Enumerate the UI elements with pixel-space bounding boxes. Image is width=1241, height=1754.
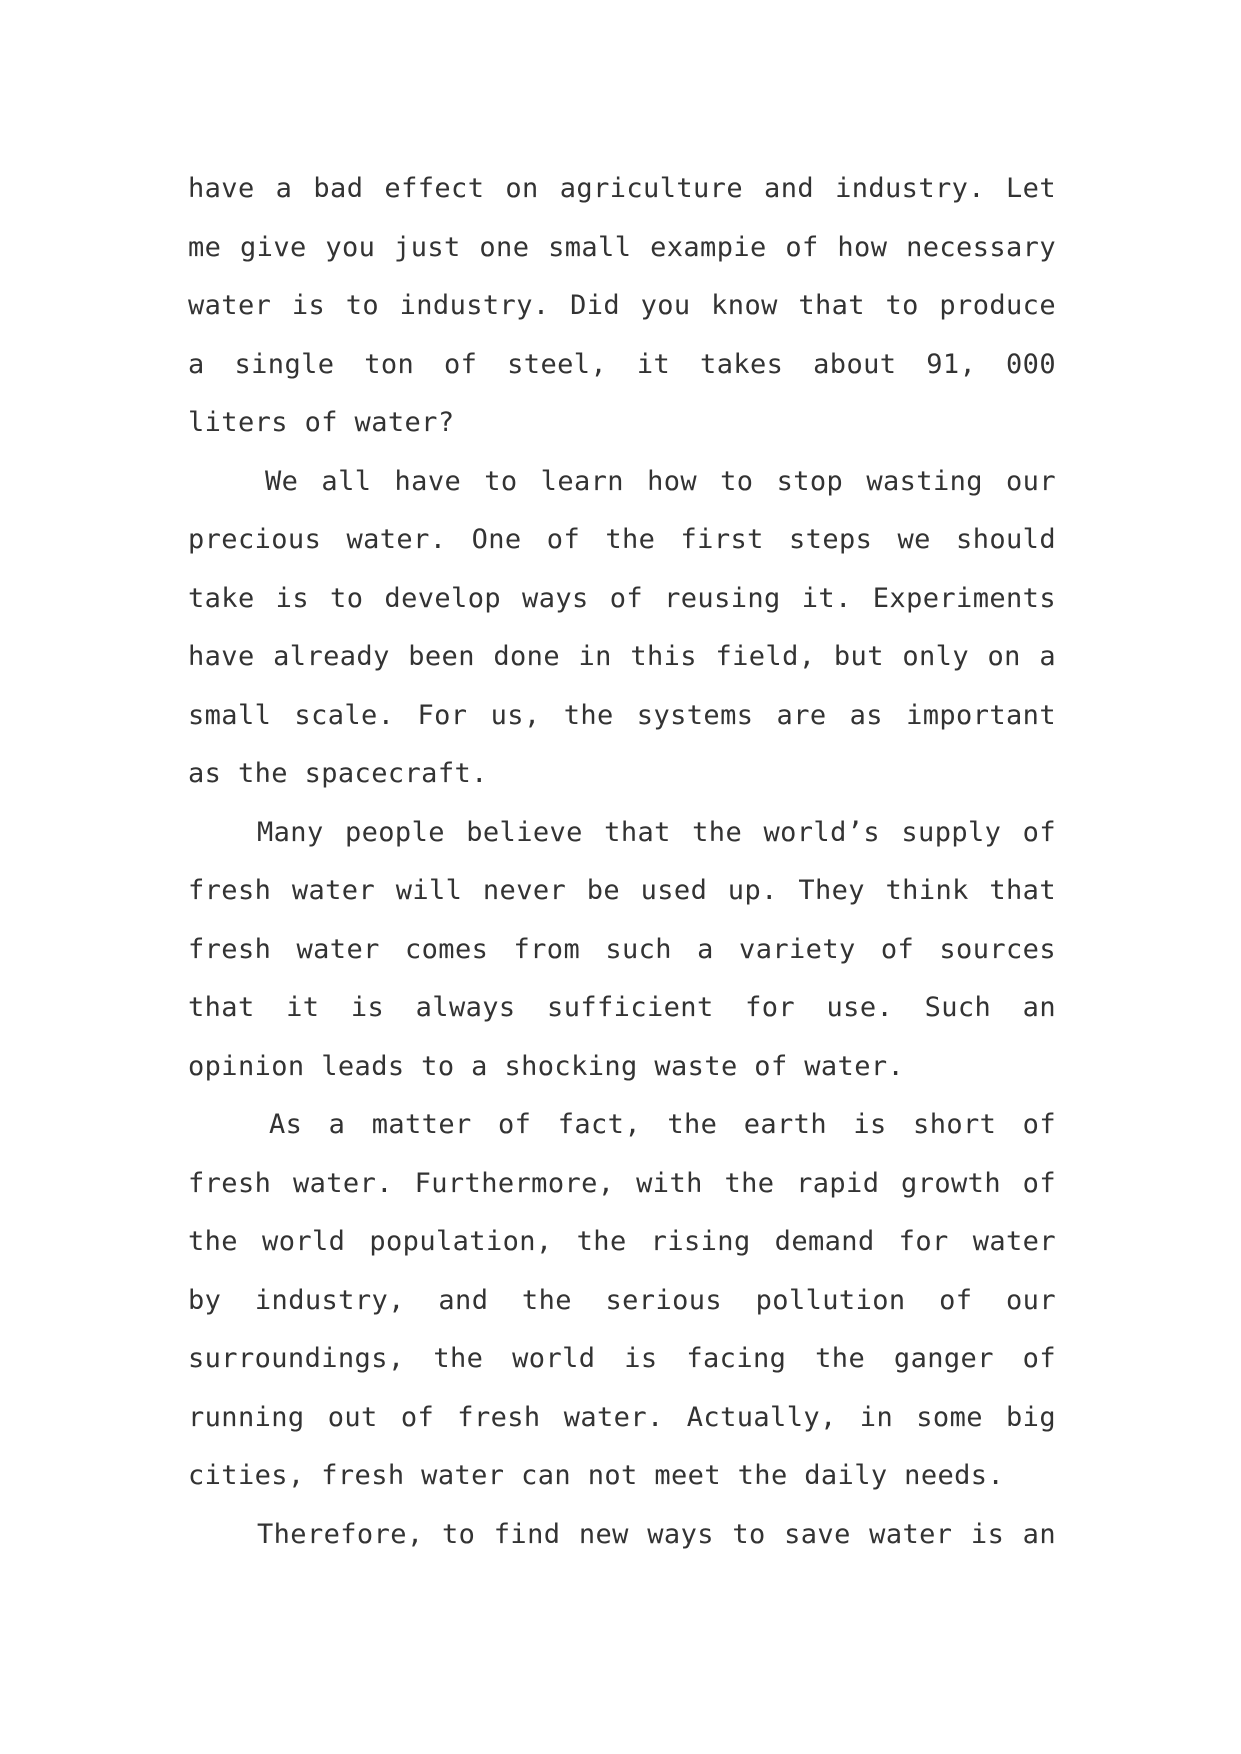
text-line: precious water. One of the first steps we should: [188, 524, 1056, 555]
paragraph-first-line: Therefore, to find new ways to save water is an: [257, 1518, 1056, 1550]
text-line: cities, fresh water can not meet the daily needs.: [188, 1460, 1005, 1491]
text-line: as the spacecraft.: [188, 758, 488, 789]
text-line: me give you just one small exampie of how necessary: [188, 231, 1056, 263]
text-line: have already been done in this field, but only on a: [188, 641, 1056, 672]
body-text: [188, 160, 1056, 1564]
text-line: that it is always sufficient for use. Such an: [188, 992, 1056, 1023]
paragraph-first-line: As a matter of fact, the earth is short of: [269, 1109, 1056, 1140]
text-line: the world population, the rising demand for water: [188, 1226, 1056, 1257]
paragraph-first-line: Many people believe that the world’s supply of: [257, 816, 1056, 848]
text-line: fresh water comes from such a variety of sources: [188, 933, 1056, 965]
text-line: surroundings, the world is facing the ganger of: [188, 1343, 1056, 1374]
text-line: fresh water will never be used up. They think that: [188, 875, 1056, 906]
text-line: running out of fresh water. Actually, in some big: [188, 1401, 1056, 1433]
text-line: opinion leads to a shocking waste of water.: [188, 1050, 905, 1082]
text-line: by industry, and the serious pollution of our: [188, 1284, 1056, 1316]
text-line: a single ton of steel, it takes about 91, 000: [188, 348, 1056, 380]
text-line: small scale. For us, the systems are as important: [188, 699, 1056, 731]
text-line: take is to develop ways of reusing it. Experiments: [188, 582, 1056, 614]
text-line: liters of water?: [188, 407, 455, 438]
text-line: fresh water. Furthermore, with the rapid growth of: [188, 1167, 1056, 1199]
text-line: have a bad effect on agriculture and industry. Let: [188, 173, 1056, 204]
text-line: water is to industry. Did you know that to produce: [188, 290, 1056, 321]
paragraph-first-line: We all have to learn how to stop wasting our: [265, 465, 1056, 497]
